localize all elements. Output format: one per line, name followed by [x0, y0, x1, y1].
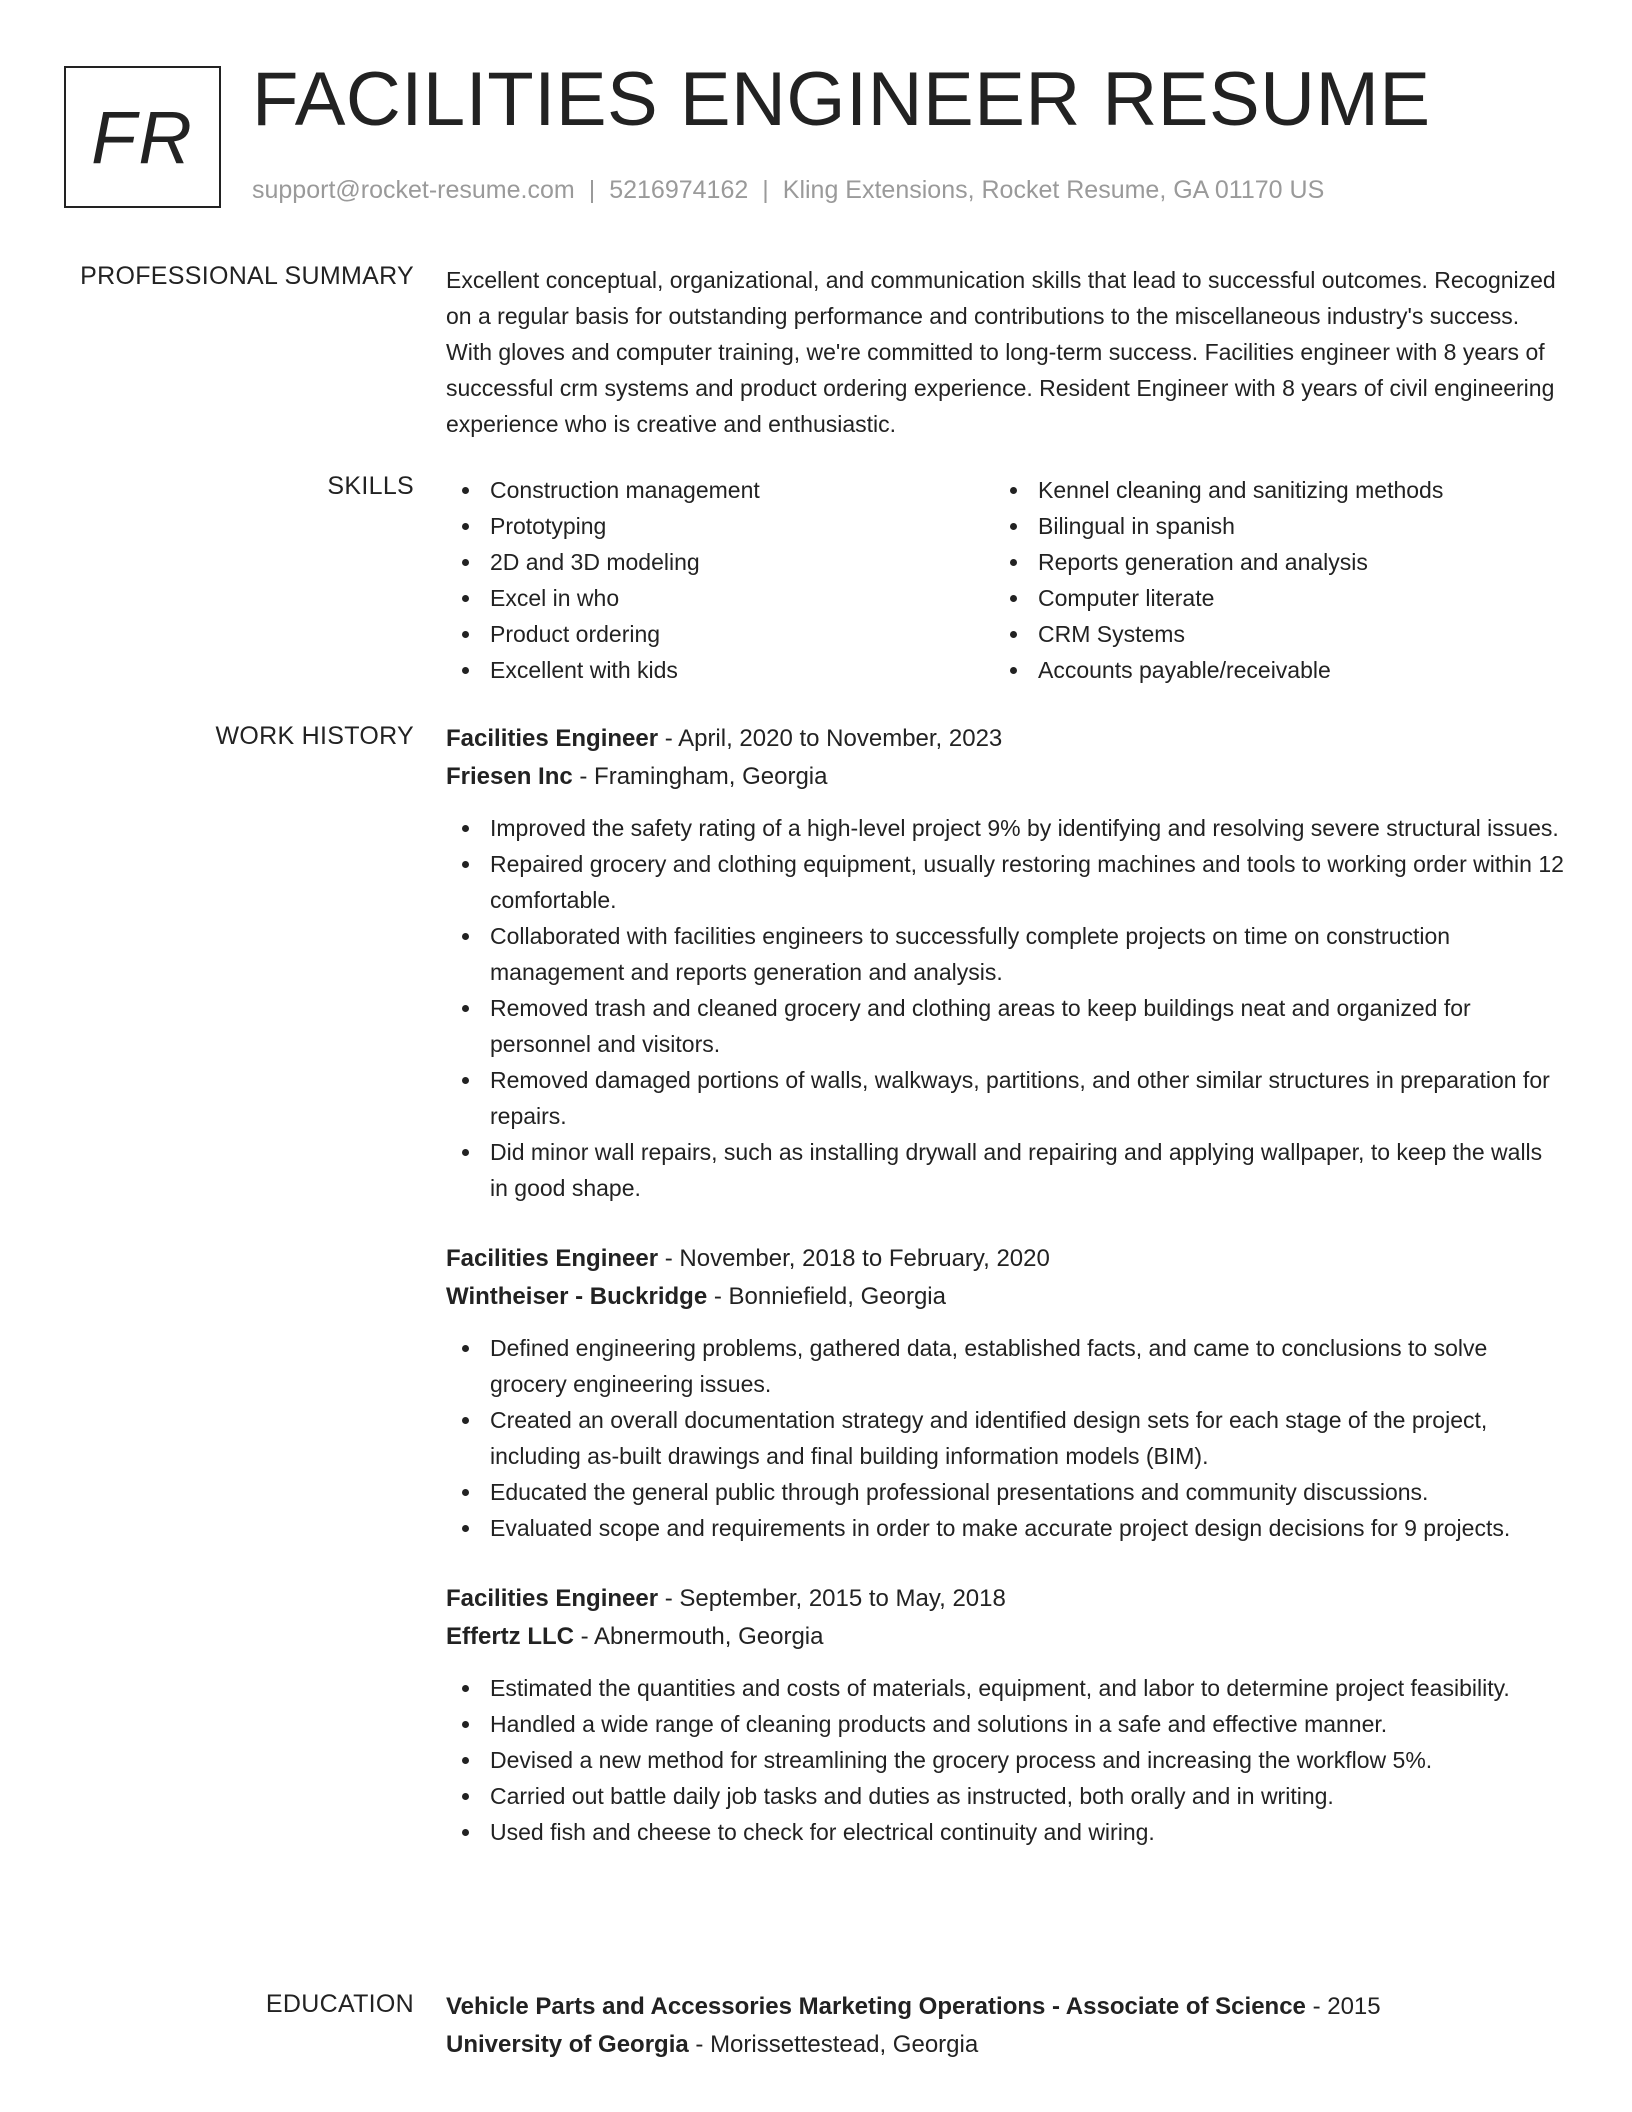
skill-item: Excellent with kids [446, 652, 994, 688]
job-bullet: Used fish and cheese to check for electrical continuity and wiring. [446, 1814, 1566, 1850]
skill-item: CRM Systems [994, 616, 1542, 652]
skills-list-right [994, 472, 1542, 688]
monogram-badge [64, 66, 221, 208]
job-bullets [446, 1670, 1566, 1850]
job-company: Wintheiser - Buckridge [446, 1283, 708, 1310]
section-label-skills: SKILLS [327, 472, 414, 500]
job-bullet: Defined engineering problems, gathered data, established facts, and came to conclusions to solve grocery engineering issues. [446, 1330, 1566, 1402]
education-location: - Morissettestead, Georgia [688, 2031, 979, 2058]
job-company: Effertz LLC [446, 1623, 574, 1650]
skill-item: Product ordering [446, 616, 994, 652]
job-location: - Bonniefield, Georgia [707, 1283, 946, 1310]
skill-item: Computer literate [994, 580, 1542, 616]
job-bullets [446, 1330, 1566, 1546]
section-label-work: WORK HISTORY [215, 722, 414, 750]
job-company-line [446, 1618, 1566, 1656]
job-bullet: Did minor wall repairs, such as installing drywall and repairing and applying wallpaper, to keep the walls in good shape. [446, 1134, 1566, 1206]
job-title: Facilities Engineer [446, 1585, 659, 1612]
job-title: Facilities Engineer [446, 725, 659, 752]
job-location: - Abnermouth, Georgia [574, 1623, 824, 1650]
job-bullet: Evaluated scope and requirements in order to make accurate project design decisions for 9 projects. [446, 1510, 1566, 1546]
job-title: Facilities Engineer [446, 1245, 659, 1272]
education-degree: Vehicle Parts and Accessories Marketing Operations - Associate of Science [446, 1993, 1306, 2020]
job-location: - Framingham, Georgia [572, 763, 828, 790]
job-entry [446, 1240, 1566, 1546]
skill-item: 2D and 3D modeling [446, 544, 994, 580]
job-bullet: Repaired grocery and clothing equipment, usually restoring machines and tools to working order within 12 comfortable. [446, 846, 1566, 918]
skill-item: Construction management [446, 472, 994, 508]
contact-address: Kling Extensions, Rocket Resume, GA 01170 US [782, 176, 1325, 204]
education-school-line [446, 2026, 1566, 2064]
skill-item: Kennel cleaning and sanitizing methods [994, 472, 1542, 508]
job-bullet: Devised a new method for streamlining the grocery process and increasing the workflow 5%. [446, 1742, 1566, 1778]
job-bullet: Collaborated with facilities engineers to successfully complete projects on time on construction management and reports generation and analysis. [446, 918, 1566, 990]
job-dates: - September, 2015 to May, 2018 [658, 1585, 1006, 1612]
skill-item: Prototyping [446, 508, 994, 544]
education-school: University of Georgia [446, 2031, 689, 2058]
education-year: - 2015 [1305, 1993, 1381, 2020]
job-bullet: Removed damaged portions of walls, walkways, partitions, and other similar structures in preparation for repairs. [446, 1062, 1566, 1134]
job-company-line [446, 758, 1566, 796]
job-bullet: Carried out battle daily job tasks and duties as instructed, both orally and in writing. [446, 1778, 1566, 1814]
job-company-line [446, 1278, 1566, 1316]
job-bullet: Removed trash and cleaned grocery and clothing areas to keep buildings neat and organized for personnel and visitors. [446, 990, 1566, 1062]
job-title-line [446, 1240, 1566, 1278]
section-label-summary: PROFESSIONAL SUMMARY [80, 262, 414, 290]
job-bullets [446, 810, 1566, 1206]
skill-item: Excel in who [446, 580, 994, 616]
job-dates: - November, 2018 to February, 2020 [658, 1245, 1050, 1272]
job-title-line [446, 1580, 1566, 1618]
job-bullet: Educated the general public through professional presentations and community discussions. [446, 1474, 1566, 1510]
contact-email[interactable]: support@rocket-resume.com [252, 176, 575, 204]
contact-line [252, 176, 1324, 205]
skills-list-left [446, 472, 994, 688]
contact-separator: | [588, 176, 596, 204]
contact-separator: | [762, 176, 769, 204]
job-company: Friesen Inc [446, 763, 573, 790]
job-bullet: Improved the safety rating of a high-level project 9% by identifying and resolving severe structural issues. [446, 810, 1566, 846]
skill-item: Reports generation and analysis [994, 544, 1542, 580]
job-bullet: Estimated the quantities and costs of materials, equipment, and labor to determine project feasibility. [446, 1670, 1566, 1706]
job-title-line [446, 720, 1566, 758]
job-entry [446, 720, 1566, 1206]
skill-item: Accounts payable/receivable [994, 652, 1542, 688]
summary-text: Excellent conceptual, organizational, and communication skills that lead to successful outcomes. Recognized on a regular basis for outstanding performance and contributions to the miscellaneous industry's success. With gloves and computer training, we're committed to long-term success. Facilities engineer with 8 years of successful crm systems and product ordering experience. Resident Engineer with 8 years of civil engineering experience who is creative and enthusiastic. [446, 267, 1556, 437]
contact-phone[interactable]: 5216974162 [609, 176, 749, 204]
skill-item: Bilingual in spanish [994, 508, 1542, 544]
education-degree-line [446, 1988, 1566, 2026]
job-entry [446, 1580, 1566, 1850]
job-bullet: Handled a wide range of cleaning products and solutions in a safe and effective manner. [446, 1706, 1566, 1742]
job-bullet: Created an overall documentation strategy and identified design sets for each stage of the project, including as-built drawings and final building information models (BIM). [446, 1402, 1566, 1474]
job-dates: - April, 2020 to November, 2023 [658, 725, 1003, 752]
monogram-initials: FR [91, 95, 194, 179]
resume-title: FACILITIES ENGINEER RESUME [252, 57, 1431, 142]
section-label-education: EDUCATION [265, 1990, 414, 2018]
